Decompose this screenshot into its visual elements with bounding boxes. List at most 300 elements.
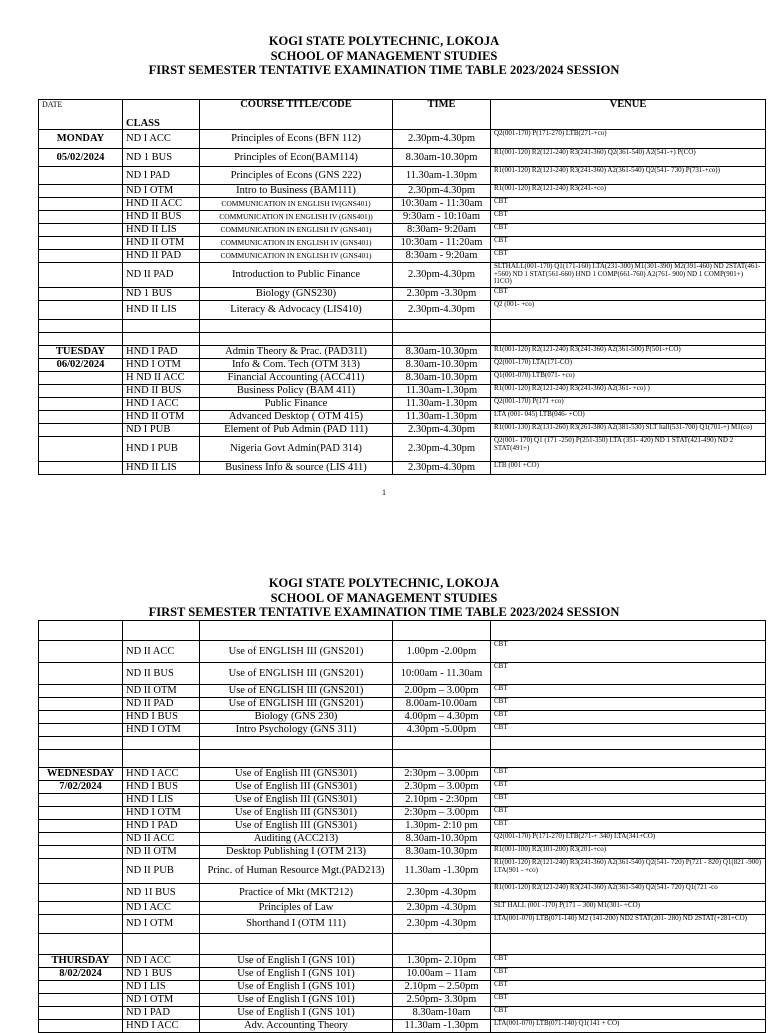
venue-cell: R1(001-120) R2(121-240) R3(241-360) A2(361-540) Q2(541- 730) P(731-+co))	[491, 167, 766, 185]
table-row	[39, 955, 766, 968]
class-cell: HND II BUS	[123, 385, 200, 398]
course-cell: Princ. of Human Resource Mgt.(PAD213)	[200, 859, 393, 884]
table-row	[39, 768, 766, 781]
course-cell: Business Info & source (LIS 411)	[200, 462, 393, 475]
day-cell	[39, 263, 123, 288]
time-cell: 2.00pm – 3.00pm	[393, 685, 491, 698]
venue-cell: CBT	[491, 711, 766, 724]
day-cell	[39, 398, 123, 411]
day-cell	[39, 411, 123, 424]
course-cell: COMMUNICATION IN ENGLISH IV (GNS401)	[200, 250, 393, 263]
table-row	[39, 462, 766, 475]
course-cell: Intro Psychology (GNS 311)	[200, 724, 393, 737]
page-number: 1	[382, 488, 386, 497]
time-cell: 4.30pm -5.00pm	[393, 724, 491, 737]
table-row	[39, 621, 766, 641]
class-cell: ND II PAD	[123, 698, 200, 711]
time-cell: 1.30pm- 2:10 pm	[393, 820, 491, 833]
table-row	[39, 994, 766, 1007]
time-cell: 2.30pm-4.30pm	[393, 424, 491, 437]
day-cell: THURSDAY	[39, 955, 123, 968]
day-cell	[39, 641, 123, 663]
class-cell: ND 1 BUS	[123, 288, 200, 301]
venue-cell: CBT	[491, 198, 766, 211]
day-cell	[39, 437, 123, 462]
table-row	[39, 685, 766, 698]
course-cell: Literacy & Advocacy (LIS410)	[200, 301, 393, 320]
venue-cell: R1(001-120) R2(121-240) R3(241-360) A2(361-540) Q2(541- 720) P(721 - 820) Q1(821 -900) LTA(901 - +co)	[491, 859, 766, 884]
class-cell: H ND II ACC	[123, 372, 200, 385]
venue-cell: Q2(001-170) P(171 +co)	[491, 398, 766, 411]
table-row	[39, 641, 766, 663]
time-cell: 4.00pm – 4.30pm	[393, 711, 491, 724]
table-row	[39, 288, 766, 301]
day-cell	[39, 424, 123, 437]
day-cell	[39, 698, 123, 711]
time-cell: 2.10pm - 2:30pm	[393, 794, 491, 807]
institution-title: KOGI STATE POLYTECHNIC, LOKOJA	[268, 34, 500, 48]
venue-cell: CBT	[491, 1007, 766, 1020]
table-row	[39, 167, 766, 185]
venue-cell	[491, 737, 766, 750]
class-cell: HND I PAD	[123, 346, 200, 359]
time-cell	[393, 934, 491, 955]
class-cell	[123, 750, 200, 768]
table-row	[39, 333, 766, 346]
venue-cell: CBT	[491, 237, 766, 250]
day-cell	[39, 621, 123, 641]
course-cell	[200, 621, 393, 641]
course-cell: Use of English III (GNS301)	[200, 768, 393, 781]
day-cell: MONDAY	[39, 130, 123, 149]
time-cell: 8.30am-10am	[393, 1007, 491, 1020]
class-cell	[123, 621, 200, 641]
time-cell: 11.30am-1.30pm	[393, 411, 491, 424]
table-row	[39, 1020, 766, 1033]
day-cell	[39, 859, 123, 884]
table-row	[39, 833, 766, 846]
table-row	[39, 846, 766, 859]
venue-cell	[491, 333, 766, 346]
day-cell	[39, 820, 123, 833]
day-cell	[39, 724, 123, 737]
time-cell: 8.30am-10.30pm	[393, 846, 491, 859]
class-cell: ND 1 BUS	[123, 149, 200, 167]
course-cell: Adv. Accounting Theory	[200, 1020, 393, 1033]
date-column-header: DATE	[39, 100, 123, 130]
table-row	[39, 211, 766, 224]
time-cell: 9:30am - 10:10am	[393, 211, 491, 224]
class-cell: ND II ACC	[123, 641, 200, 663]
class-cell: HND I ACC	[123, 768, 200, 781]
class-cell: HND II ACC	[123, 198, 200, 211]
class-cell: HND I BUS	[123, 711, 200, 724]
venue-cell: Q2(001-170) LTA(171-CO)	[491, 359, 766, 372]
table-row	[39, 934, 766, 955]
day-cell	[39, 846, 123, 859]
table-row	[39, 250, 766, 263]
day-cell	[39, 320, 123, 333]
table-row	[39, 724, 766, 737]
day-cell	[39, 185, 123, 198]
time-cell: 2.30pm-4.30pm	[393, 263, 491, 288]
table-row	[39, 130, 766, 149]
time-cell	[393, 750, 491, 768]
timetable-title: FIRST SEMESTER TENTATIVE EXAMINATION TIME TABLE 2023/2024 SESSION	[148, 63, 620, 77]
day-cell	[39, 288, 123, 301]
course-cell	[200, 737, 393, 750]
time-cell: 11.30am -1.30pm	[393, 1020, 491, 1033]
table-row	[39, 263, 766, 288]
venue-cell: Q2(001-170) P(171-270) LTB(271-+ 340) LTA(341+CO)	[491, 833, 766, 846]
class-cell: HND II LIS	[123, 462, 200, 475]
time-cell: 8:30am - 9:20am	[393, 250, 491, 263]
venue-cell: LTA (001- 045) LTB(046- +CO)	[491, 411, 766, 424]
class-cell: ND I PAD	[123, 167, 200, 185]
table-row	[39, 859, 766, 884]
time-cell	[393, 621, 491, 641]
course-cell: Principles of Econs (GNS 222)	[200, 167, 393, 185]
time-cell: 8.00am-10.00am	[393, 698, 491, 711]
table-row	[39, 372, 766, 385]
table-row	[39, 807, 766, 820]
venue-cell: LTB (001 +CO)	[491, 462, 766, 475]
class-cell: HND I BUS	[123, 781, 200, 794]
time-cell: 2.30pm -4.30pm	[393, 915, 491, 934]
course-cell: Nigeria Govt Admin(PAD 314)	[200, 437, 393, 462]
class-cell	[123, 934, 200, 955]
venue-cell: Q1(001-070) LTB(071- +co)	[491, 372, 766, 385]
time-cell: 10:30am - 11:20am	[393, 237, 491, 250]
day-cell	[39, 1020, 123, 1033]
table-row	[39, 320, 766, 333]
time-cell: 8.30am-10.30pm	[393, 149, 491, 167]
time-cell: 8:30am- 9:20am	[393, 224, 491, 237]
class-cell: HND I PUB	[123, 437, 200, 462]
page2-header	[0, 576, 768, 620]
venue-cell: SLT HALL (001 -170) P(171 – 300) M1(301- +CO)	[491, 902, 766, 915]
time-cell: 2.30pm -3.30pm	[393, 288, 491, 301]
course-cell: COMMUNICATION IN ENGLISH IV (GNS401)	[200, 224, 393, 237]
day-cell: 05/02/2024	[39, 149, 123, 167]
day-cell	[39, 250, 123, 263]
class-cell: HND I OTM	[123, 724, 200, 737]
table-row	[39, 301, 766, 320]
time-cell: 2.30pm -4.30pm	[393, 902, 491, 915]
day-cell	[39, 237, 123, 250]
time-cell: 10.00am – 11am	[393, 968, 491, 981]
day-cell	[39, 794, 123, 807]
table-row	[39, 968, 766, 981]
day-cell	[39, 994, 123, 1007]
course-cell: Use of English III (GNS301)	[200, 781, 393, 794]
venue-cell: R1(001-100) R2(101-200) R3(201-+co)	[491, 846, 766, 859]
table-row	[39, 198, 766, 211]
class-cell: ND I OTM	[123, 915, 200, 934]
day-cell	[39, 211, 123, 224]
class-cell	[123, 737, 200, 750]
class-cell: ND 1I BUS	[123, 884, 200, 902]
time-column-header: TIME	[393, 100, 491, 130]
course-cell: Element of Pub Admin (PAD 111)	[200, 424, 393, 437]
course-cell: Use of ENGLISH III (GNS201)	[200, 685, 393, 698]
day-cell	[39, 807, 123, 820]
time-cell	[393, 320, 491, 333]
course-cell	[200, 750, 393, 768]
time-cell: 2.30pm -4.30pm	[393, 884, 491, 902]
venue-cell: SLTHALL(001-170) Q1(171-160) LTA(231-300) M1(301-390) M2(391-460) ND 2STAT(461-+560) ND 1 STAT(561-660) HND 1 COMP(661-760) A2(761- 900) ND 1 COMP(901+) I1CO)	[491, 263, 766, 288]
time-cell: 11.30am-1.30pm	[393, 385, 491, 398]
table-row	[39, 884, 766, 902]
time-cell: 11.30am-1.30pm	[393, 167, 491, 185]
course-cell: Use of English I (GNS 101)	[200, 968, 393, 981]
course-cell	[200, 934, 393, 955]
course-cell: Principles of Econ(BAM114)	[200, 149, 393, 167]
day-cell: TUESDAY	[39, 346, 123, 359]
course-cell: Use of English I (GNS 101)	[200, 994, 393, 1007]
course-cell	[200, 333, 393, 346]
time-cell: 2.30pm – 3.00pm	[393, 781, 491, 794]
venue-column-header: VENUE	[491, 100, 766, 130]
table-row	[39, 411, 766, 424]
day-cell: 7/02/2024	[39, 781, 123, 794]
day-cell: 06/02/2024	[39, 359, 123, 372]
table-row	[39, 781, 766, 794]
table-header-row	[39, 100, 766, 130]
venue-cell: R1(001-120) R2(121-240) R3(241-360) A2(361-540) Q2(541- 720) Q1(721 -co	[491, 884, 766, 902]
table-row	[39, 698, 766, 711]
table-row	[39, 750, 766, 768]
time-cell: 11.30am -1.30pm	[393, 859, 491, 884]
course-cell: Use of ENGLISH III (GNS201)	[200, 641, 393, 663]
course-cell: COMMUNICATION IN ENGLISH IV (GNS401)	[200, 237, 393, 250]
class-cell: HND II OTM	[123, 237, 200, 250]
time-cell: 2.10pm – 2.50pm	[393, 981, 491, 994]
time-cell: 10:30am - 11:30am	[393, 198, 491, 211]
class-cell: HND I ACC	[123, 398, 200, 411]
course-cell: Shorthand I (OTM 111)	[200, 915, 393, 934]
venue-cell	[491, 320, 766, 333]
class-cell: ND II OTM	[123, 846, 200, 859]
class-cell: ND II BUS	[123, 663, 200, 685]
time-cell: 10:00am - 11.30am	[393, 663, 491, 685]
class-cell: ND I PUB	[123, 424, 200, 437]
table-row	[39, 359, 766, 372]
course-column-header: COURSE TITLE/CODE	[200, 100, 393, 130]
course-cell: Public Finance	[200, 398, 393, 411]
venue-cell: Q2(001-170) P(171-270) LTB(271-+co)	[491, 130, 766, 149]
table-row	[39, 820, 766, 833]
course-cell	[200, 320, 393, 333]
time-cell: 2.30pm-4.30pm	[393, 437, 491, 462]
time-cell: 2.50pm- 3.30pm	[393, 994, 491, 1007]
venue-cell: Q2 (001- +co)	[491, 301, 766, 320]
timetable-page1	[38, 99, 766, 475]
day-cell	[39, 750, 123, 768]
class-cell: ND II PUB	[123, 859, 200, 884]
day-cell	[39, 711, 123, 724]
table-row	[39, 902, 766, 915]
venue-cell: CBT	[491, 288, 766, 301]
day-cell	[39, 385, 123, 398]
course-cell: Advanced Desktop ( OTM 415)	[200, 411, 393, 424]
class-cell: HND I LIS	[123, 794, 200, 807]
course-cell: Use of English III (GNS301)	[200, 807, 393, 820]
class-cell: HND II BUS	[123, 211, 200, 224]
course-cell: Biology (GNS 230)	[200, 711, 393, 724]
table-row	[39, 915, 766, 934]
day-cell	[39, 1007, 123, 1020]
class-cell: HND II LIS	[123, 301, 200, 320]
class-cell: ND II PAD	[123, 263, 200, 288]
venue-cell: R1(001-120) R2(121-240) R3(241-360) A2(361-500) P(501-+CO)	[491, 346, 766, 359]
time-cell: 2.30pm-4.30pm	[393, 462, 491, 475]
day-cell	[39, 915, 123, 934]
class-cell: ND 1 BUS	[123, 968, 200, 981]
class-cell: HND II LIS	[123, 224, 200, 237]
day-cell	[39, 372, 123, 385]
table-row	[39, 437, 766, 462]
table-row	[39, 185, 766, 198]
course-cell: Use of English III (GNS301)	[200, 794, 393, 807]
course-cell: COMMUNICATION IN ENGLISH IV (GNS401))	[200, 211, 393, 224]
course-cell: Use of English I (GNS 101)	[200, 1007, 393, 1020]
class-cell: HND I OTM	[123, 359, 200, 372]
table-row	[39, 794, 766, 807]
venue-cell: R1(001-120) R2(121-240) R3(241-360) A2(361- +co) )	[491, 385, 766, 398]
table-row	[39, 237, 766, 250]
table-row	[39, 149, 766, 167]
venue-cell: CBT	[491, 224, 766, 237]
venue-cell: CBT	[491, 663, 766, 685]
class-cell: ND I OTM	[123, 994, 200, 1007]
timetable-page2	[38, 620, 766, 1033]
day-cell	[39, 663, 123, 685]
time-cell: 8.30am-10.30pm	[393, 346, 491, 359]
time-cell: 1.00pm -2.00pm	[393, 641, 491, 663]
venue-cell: CBT	[491, 641, 766, 663]
course-cell: Introduction to Public Finance	[200, 263, 393, 288]
class-cell: ND I LIS	[123, 981, 200, 994]
table-row	[39, 981, 766, 994]
course-cell: Info & Com. Tech (OTM 313)	[200, 359, 393, 372]
time-cell: 2.30pm-4.30pm	[393, 301, 491, 320]
course-cell: Use of English III (GNS301)	[200, 820, 393, 833]
course-cell: COMMUNICATION IN ENGLISH IV(GNS401)	[200, 198, 393, 211]
venue-cell: LTA(001-070) LTB(071-140) Q1(141 + CO)	[491, 1020, 766, 1033]
venue-cell: CBT	[491, 768, 766, 781]
venue-cell: CBT	[491, 955, 766, 968]
course-cell: Financial Accounting (ACC411)	[200, 372, 393, 385]
day-cell	[39, 685, 123, 698]
day-cell: 8/02/2024	[39, 968, 123, 981]
class-cell: ND II ACC	[123, 833, 200, 846]
venue-cell: CBT	[491, 994, 766, 1007]
venue-cell: CBT	[491, 724, 766, 737]
class-cell: ND I PAD	[123, 1007, 200, 1020]
table-row	[39, 663, 766, 685]
class-cell: ND I ACC	[123, 955, 200, 968]
class-cell: ND I ACC	[123, 130, 200, 149]
institution-title: KOGI STATE POLYTECHNIC, LOKOJA	[268, 576, 500, 590]
venue-cell: CBT	[491, 820, 766, 833]
time-cell: 2.30pm-4.30pm	[393, 130, 491, 149]
day-cell	[39, 333, 123, 346]
course-cell: Principles of Econs (BFN 112)	[200, 130, 393, 149]
venue-cell: CBT	[491, 698, 766, 711]
table-row	[39, 385, 766, 398]
table-row	[39, 224, 766, 237]
course-cell: Use of English I (GNS 101)	[200, 955, 393, 968]
class-cell: HND I ACC	[123, 1020, 200, 1033]
table-row	[39, 424, 766, 437]
table-row	[39, 398, 766, 411]
class-cell: ND I OTM	[123, 185, 200, 198]
venue-cell: CBT	[491, 250, 766, 263]
time-cell: 8.30am-10.30pm	[393, 359, 491, 372]
class-cell: ND II OTM	[123, 685, 200, 698]
time-cell: 11.30am-1.30pm	[393, 398, 491, 411]
day-cell	[39, 934, 123, 955]
venue-cell	[491, 621, 766, 641]
school-title: SCHOOL OF MANAGEMENT STUDIES	[270, 48, 498, 63]
course-cell: Biology (GNS230)	[200, 288, 393, 301]
day-cell	[39, 167, 123, 185]
course-cell: Practice of Mkt (MKT212)	[200, 884, 393, 902]
venue-cell: CBT	[491, 981, 766, 994]
day-cell	[39, 301, 123, 320]
venue-cell: CBT	[491, 211, 766, 224]
venue-cell: R1(001-120) R2(121-240) R3(241-360) Q2(361-540) A2(541-+) P(CO)	[491, 149, 766, 167]
day-cell	[39, 462, 123, 475]
time-cell: 1.30pm- 2.10pm	[393, 955, 491, 968]
venue-cell: Q2(001- 170) Q1 (171 -250) P(251-350) LTA (351- 420) ND 1 STAT(421-490) ND 2 STAT(491+)	[491, 437, 766, 462]
class-cell: HND II OTM	[123, 411, 200, 424]
course-cell: Business Policy (BAM 411)	[200, 385, 393, 398]
course-cell: Use of English I (GNS 101)	[200, 981, 393, 994]
day-cell	[39, 198, 123, 211]
day-cell	[39, 902, 123, 915]
table-row	[39, 346, 766, 359]
table-row	[39, 711, 766, 724]
course-cell: Admin Theory & Prac. (PAD311)	[200, 346, 393, 359]
table-row	[39, 737, 766, 750]
day-cell: WEDNESDAY	[39, 768, 123, 781]
time-cell: 2:30pm – 3.00pm	[393, 807, 491, 820]
venue-cell: CBT	[491, 794, 766, 807]
day-cell	[39, 833, 123, 846]
course-cell: Desktop Publishing I (OTM 213)	[200, 846, 393, 859]
course-cell: Use of ENGLISH III (GNS201)	[200, 663, 393, 685]
class-cell	[123, 320, 200, 333]
day-cell	[39, 224, 123, 237]
school-title: SCHOOL OF MANAGEMENT STUDIES	[270, 590, 498, 605]
class-cell: HND II PAD	[123, 250, 200, 263]
venue-cell: CBT	[491, 807, 766, 820]
class-cell	[123, 333, 200, 346]
class-cell: ND I ACC	[123, 902, 200, 915]
time-cell: 8.30am-10.30pm	[393, 833, 491, 846]
venue-cell	[491, 934, 766, 955]
day-cell	[39, 737, 123, 750]
class-column-header: CLASS	[123, 100, 200, 130]
venue-cell: LTA(001-070) LTB(071-140) M2 (141-200) ND2 STAT(201- 280) ND 2STAT(+281+CO)	[491, 915, 766, 934]
time-cell	[393, 333, 491, 346]
time-cell: 8.30am-10.30pm	[393, 372, 491, 385]
timetable-title: FIRST SEMESTER TENTATIVE EXAMINATION TIME TABLE 2023/2024 SESSION	[148, 605, 620, 619]
course-cell: Principles of Law	[200, 902, 393, 915]
table-row	[39, 1007, 766, 1020]
